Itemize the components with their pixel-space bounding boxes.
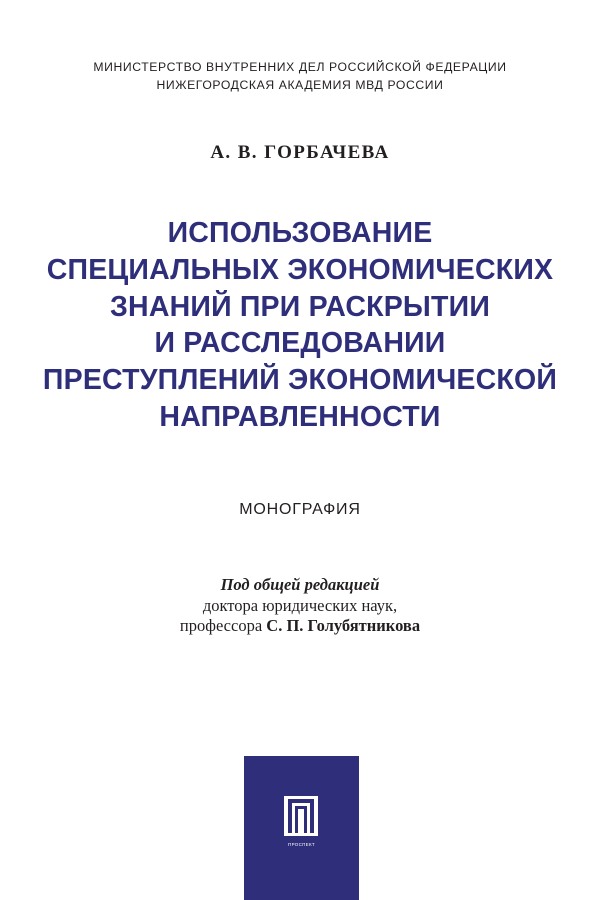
book-title	[20, 215, 580, 436]
editor-position: профессора	[179, 616, 263, 635]
editor-label: Под общей редакцией	[220, 575, 380, 594]
organization-header	[0, 58, 600, 94]
prospekt-logo-icon	[284, 796, 318, 836]
title-line-4: И РАССЛЕДОВАНИИ	[154, 327, 446, 360]
title-line-3: ЗНАНИЙ ПРИ РАСКРЫТИИ	[109, 290, 491, 323]
editor-position-line	[0, 616, 600, 637]
title-line-2: СПЕЦИАЛЬНЫХ ЭКОНОМИЧЕСКИХ	[46, 253, 554, 286]
title-line-1: ИСПОЛЬЗОВАНИЕ	[167, 217, 433, 249]
organization-line-1: МИНИСТЕРСТВО ВНУТРЕННИХ ДЕЛ РОССИЙСКОЙ ФЕДЕРАЦИИ	[93, 60, 507, 74]
title-line-6: НАПРАВЛЕННОСТИ	[159, 400, 441, 433]
organization-line-2: НИЖЕГОРОДСКАЯ АКАДЕМИЯ МВД РОССИИ	[156, 78, 444, 92]
author-name: А. В. ГОРБАЧЕВА	[210, 142, 390, 163]
editor-credit	[0, 575, 600, 637]
publisher-logo-text: ПРОСПЕКТ	[288, 842, 315, 847]
genre-label: МОНОГРАФИЯ	[239, 501, 361, 518]
editor-name: С. П. Голубятникова	[266, 616, 421, 635]
publisher-block	[244, 756, 359, 900]
editor-degree: доктора юридических наук,	[202, 595, 398, 615]
title-line-5: ПРЕСТУПЛЕНИЙ ЭКОНОМИЧЕСКОЙ	[42, 364, 558, 397]
